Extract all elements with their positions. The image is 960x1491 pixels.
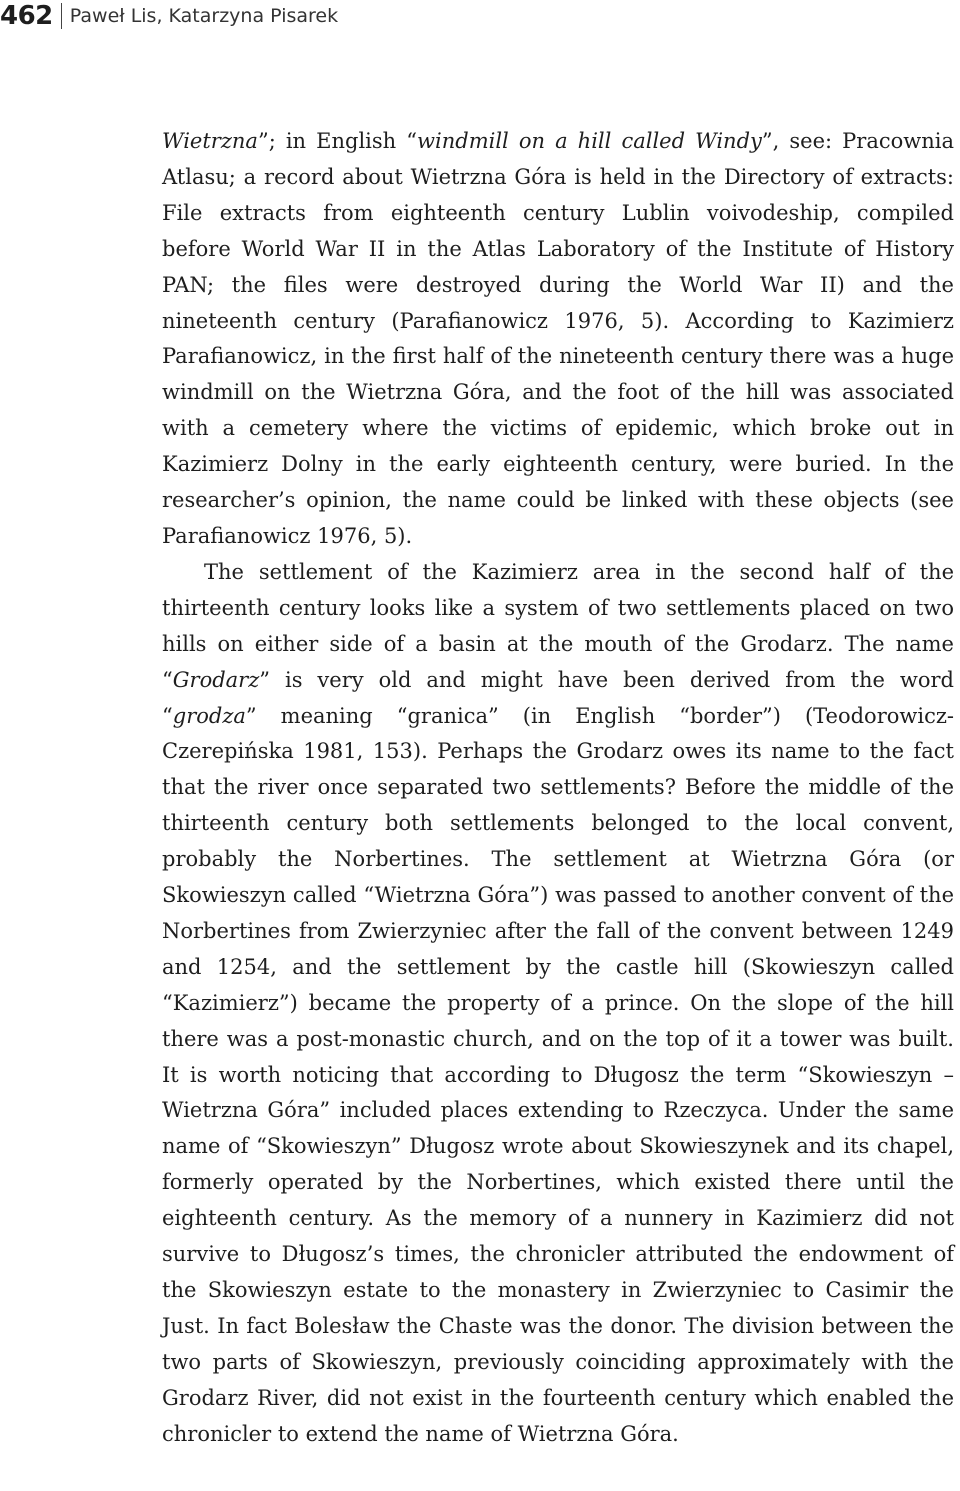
body-text (162, 124, 954, 1453)
text-segment: windmill on a hill called Windy (417, 129, 762, 153)
text-segment: Wietrzna (162, 129, 258, 153)
paragraph (162, 555, 954, 1453)
text-segment: ”; in English “ (257, 129, 418, 153)
running-head-authors: Paweł Lis, Katarzyna Pisarek (69, 5, 339, 27)
text-segment: ” is very old and might have been derived from the word “ (162, 667, 954, 728)
page-number: 462 (0, 1, 53, 31)
text-segment: ”, see: Pracownia Atlasu; a record about Wietrzna Góra is held in the Directory of extracts: File extracts from eighteenth century Lublin voivodeship, compiled before World War II in the Atlas Laboratory of the Institute of History PAN; the files were destroyed during the World War II) and the nineteenth century (Parafianowicz 1976, 5). According to Kazimierz Parafianowicz, in the first half of the nineteenth century there was a huge windmill on the Wietrzna Góra, and the foot of the hill was associated with a cemetery where the victims of epidemic, which broke out in Kazimierz Dolny in the early eighteenth century, were buried. In the researcher’s opinion, the name could be linked with these objects (see Parafianowicz 1976, 5). (162, 129, 954, 548)
text-segment: ” meaning “granica” (in English “border”) (Teodorowicz-Czerepińska 1981, 153). Perhaps the Grodarz owes its name to the fact that the river once separated two settlements? Before the middle of the thirteenth century both settlements belonged to the local convent, probably the Norbertines. The settlement at Wietrzna Góra (or Skowieszyn called “Wietrzna Góra”) was passed to another convent of the Norbertines from Zwierzyniec after the fall of the convent between 1249 and 1254, and the settlement by the castle hill (Skowieszyn called “Kazimierz”) became the property of a prince. On the slope of the hill there was a post-monastic church, and on the top of it a tower was built. It is worth noticing that according to Długosz the term “Skowieszyn – Wietrzna Góra” included places extending to Rzeczyca. Under the same name of “Skowieszyn” Długosz wrote about Skowieszynek and its chapel, formerly operated by the Norbertines, which existed there until the eighteenth century. As the memory of a nunnery in Kazimierz did not survive to Długosz’s times, the chronicler attributed the endowment of the Skowieszyn estate to the monastery in Zwierzyniec to Casimir the Just. In fact Bolesław the Chaste was the donor. The division between the two parts of Skowieszyn, previously coinciding approximately with the Grodarz River, did not exist in the fourteenth century which enabled the chronicler to extend the name of Wietrzna Góra. (162, 703, 954, 1446)
paragraph-continued (162, 124, 954, 555)
text-segment: Grodarz (172, 667, 260, 692)
text-segment: The settlement of the Kazimierz area in the second half of the thirteenth century looks like a system of two settlements placed on two hills on either side of a basin at the mouth of the Grodarz. The name “ (162, 559, 954, 692)
text-segment: grodza (172, 703, 246, 728)
running-head (0, 0, 338, 32)
header-divider (61, 3, 62, 29)
